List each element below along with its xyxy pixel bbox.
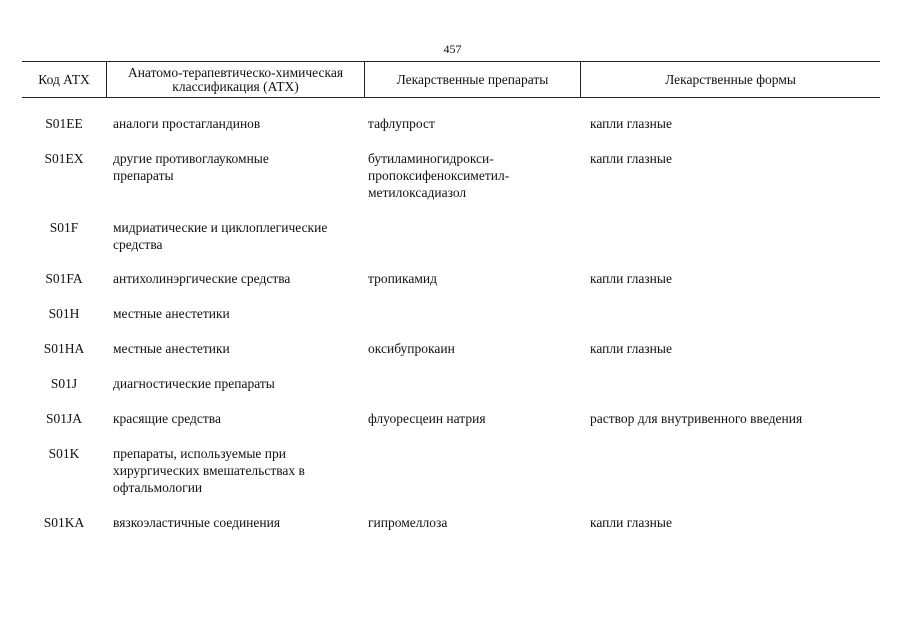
atc-classification: антихолинэргические средства	[113, 271, 291, 286]
header-forms: Лекарственные формы	[665, 71, 796, 87]
dosage-form: раствор для внутривенного введения	[590, 411, 803, 426]
atc-code: S01H	[48, 306, 80, 321]
header-code: Код АТХ	[38, 71, 90, 87]
dosage-form: капли глазные	[590, 271, 672, 286]
atc-classification: местные анестетики	[113, 341, 230, 356]
atc-classification: другие противоглаукомные препараты	[113, 151, 269, 183]
atc-classification: красящие средства	[113, 411, 221, 426]
atc-code: S01EE	[45, 116, 83, 131]
atc-code: S01HA	[43, 341, 85, 356]
dosage-form: капли глазные	[590, 341, 672, 356]
header-bottom-rule	[22, 97, 880, 98]
dosage-form: капли глазные	[590, 151, 672, 166]
dosage-form: капли глазные	[590, 116, 672, 131]
atc-classification: местные анестетики	[113, 306, 230, 321]
dosage-form: капли глазные	[590, 515, 672, 530]
atc-code: S01J	[50, 376, 78, 391]
page-number: 457	[443, 42, 462, 56]
atc-code: S01K	[48, 446, 80, 461]
drug-name: оксибупрокаин	[368, 341, 455, 356]
drug-name: бутиламиногидрокси-пропоксифеноксиметил-метилоксадиазол	[368, 151, 510, 200]
atc-classification: вязкоэластичные соединения	[113, 515, 281, 530]
atc-code: S01EX	[44, 151, 84, 166]
drug-name: флуоресцеин натрия	[368, 411, 486, 426]
atc-code: S01F	[49, 220, 79, 235]
atc-code: S01FA	[45, 271, 83, 286]
atc-classification: препараты, используемые при хирургических вмешательствах в офтальмологии	[113, 446, 305, 495]
atc-classification: мидриатические и циклоплегические средства	[113, 220, 328, 252]
drug-name: гипромеллоза	[368, 515, 448, 530]
header-classification: Анатомо-терапевтическо-химическая классификация (АТХ)	[127, 64, 344, 94]
header-drugs: Лекарственные препараты	[396, 71, 549, 87]
atc-classification: диагностические препараты	[113, 376, 275, 391]
atc-code: S01JA	[45, 411, 82, 426]
atc-code: S01KA	[43, 515, 85, 530]
drug-name: тафлупрост	[368, 116, 435, 131]
atc-classification: аналоги простагландинов	[113, 116, 261, 131]
drug-name: тропикамид	[368, 271, 437, 286]
